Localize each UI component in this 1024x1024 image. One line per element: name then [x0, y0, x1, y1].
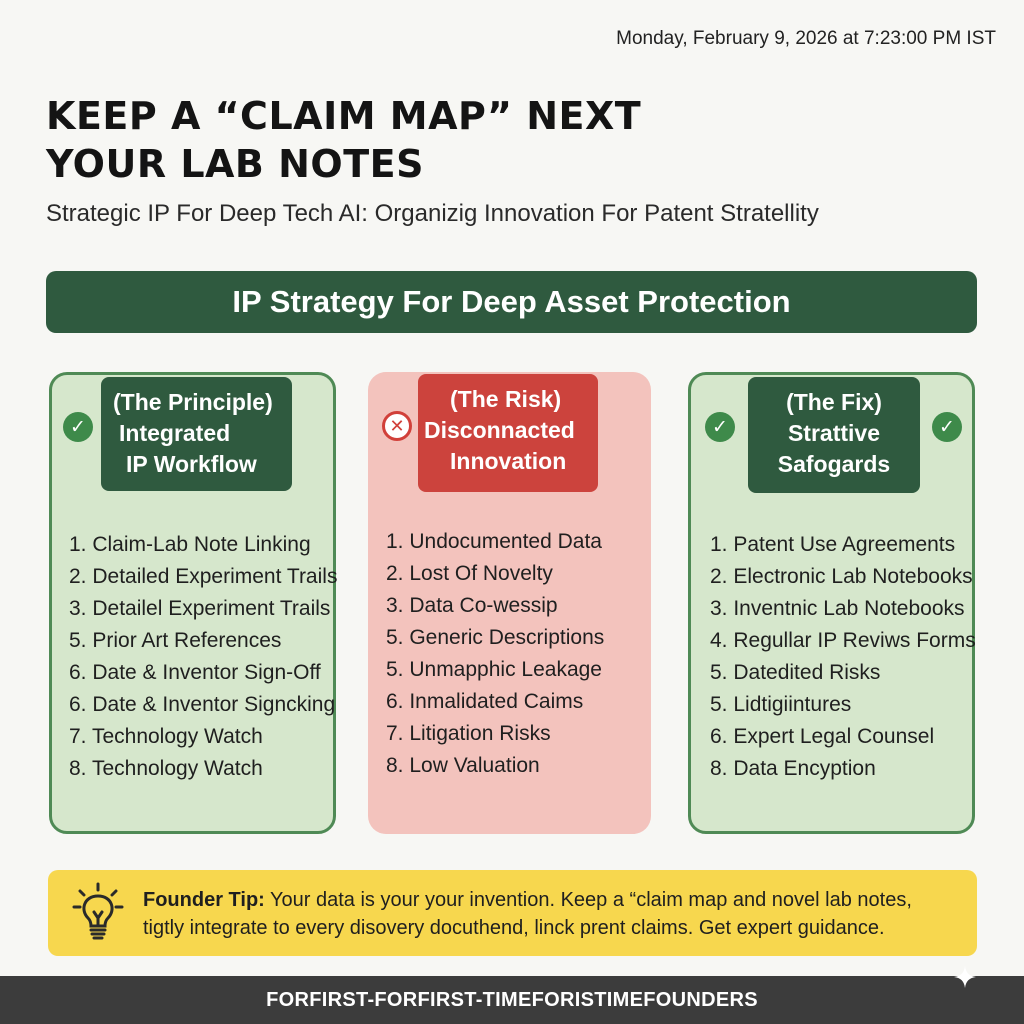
- list-item: 8. Technology Watch: [69, 757, 263, 780]
- list-item: 3. Inventnic Lab Notebooks: [710, 597, 965, 620]
- tip-text: [143, 886, 973, 942]
- list-item: 1. Undocumented Data: [386, 530, 602, 553]
- list-item: 6. Date & Inventor Sign-Off: [69, 661, 321, 684]
- risk-card-header: [418, 374, 598, 492]
- list-item: 5. Generic Descriptions: [386, 626, 605, 649]
- list-item: 8. Data Encyption: [710, 757, 876, 780]
- fix-card-header: [748, 377, 920, 493]
- list-item: 6. Expert Legal Counsel: [710, 725, 935, 748]
- principle-card: [49, 372, 336, 834]
- subtitle: Strategic IP For Deep Tech AI: Organizig Innovation For Patent Stratellity: [46, 200, 819, 227]
- check-circle-icon: ✓: [705, 412, 735, 442]
- list-item: 3. Detailel Experiment Trails: [69, 597, 331, 620]
- list-item: 3. Data Co-wessip: [386, 594, 558, 617]
- sparkle-icon: [954, 966, 976, 993]
- list-item: 6. Date & Inventor Signcking: [69, 693, 336, 716]
- list-item: 2. Lost Of Novelty: [386, 562, 553, 585]
- tip-label: Founder Tip:: [143, 889, 265, 911]
- list-item: 8. Low Valuation: [386, 754, 540, 777]
- list-item: 1. Patent Use Agreements: [710, 533, 956, 556]
- tip-line-1: Your data is your your invention. Keep a “claim map and novel lab notes,: [264, 889, 912, 911]
- list-item: 5. Lidtigiintures: [710, 693, 852, 716]
- risk-card-tag: (The Risk): [450, 386, 562, 412]
- principle-card-header: [101, 377, 292, 491]
- list-item: 7. Litigation Risks: [386, 722, 551, 745]
- fix-card-title-line2: Safogards: [777, 451, 891, 477]
- founder-tip: [48, 870, 977, 956]
- fix-list: [710, 529, 976, 785]
- principle-card-title-line1: Integrated: [119, 420, 231, 446]
- list-item: 1. Claim-Lab Note Linking: [69, 533, 311, 556]
- list-item: 6. Inmalidated Caims: [386, 690, 584, 713]
- list-item: 2. Detailed Experiment Trails: [69, 565, 338, 588]
- title-line-1: KEEP A “CLAIM MAP” NEXT: [46, 94, 642, 138]
- list-item: 5. Unmapphic Leakage: [386, 658, 602, 681]
- list-item: 2. Electronic Lab Notebooks: [710, 565, 973, 588]
- risk-card: [368, 372, 651, 834]
- list-item: 7. Technology Watch: [69, 725, 263, 748]
- fix-card-tag: (The Fix): [786, 389, 882, 415]
- title-line-2: YOUR LAB NOTES: [46, 142, 424, 186]
- timestamp: Monday, February 9, 2026 at 7:23:00 PM IST: [616, 28, 996, 49]
- list-item: 5. Prior Art References: [69, 629, 282, 652]
- check-circle-icon: ✓: [63, 412, 93, 442]
- risk-card-title-line1: Disconnacted: [424, 417, 575, 443]
- x-circle-icon: ✕: [382, 411, 412, 441]
- footer: FORFIRST-FORFIRST-TIMEFORISTIMEFOUNDERS: [0, 976, 1024, 1024]
- fix-card-title-line1: Strattive: [787, 420, 881, 446]
- principle-card-tag: (The Principle): [113, 389, 273, 415]
- risk-list: [386, 526, 604, 782]
- principle-card-title-line2: IP Workflow: [126, 451, 257, 477]
- page-title: [46, 92, 946, 188]
- section-banner: IP Strategy For Deep Asset Protection: [46, 271, 977, 333]
- list-item: 4. Regullar IP Reviws Forms: [710, 629, 976, 652]
- risk-card-title-line2: Innovation: [450, 448, 567, 474]
- lightbulb-icon: [72, 882, 124, 949]
- principle-list: [69, 529, 337, 785]
- list-item: 5. Datedited Risks: [710, 661, 881, 684]
- fix-card: [688, 372, 975, 834]
- tip-line-2: tigtly integrate to every disovery docuthend, linck prent claims. Get expert guidance.: [143, 917, 885, 939]
- check-circle-icon: ✓: [932, 412, 962, 442]
